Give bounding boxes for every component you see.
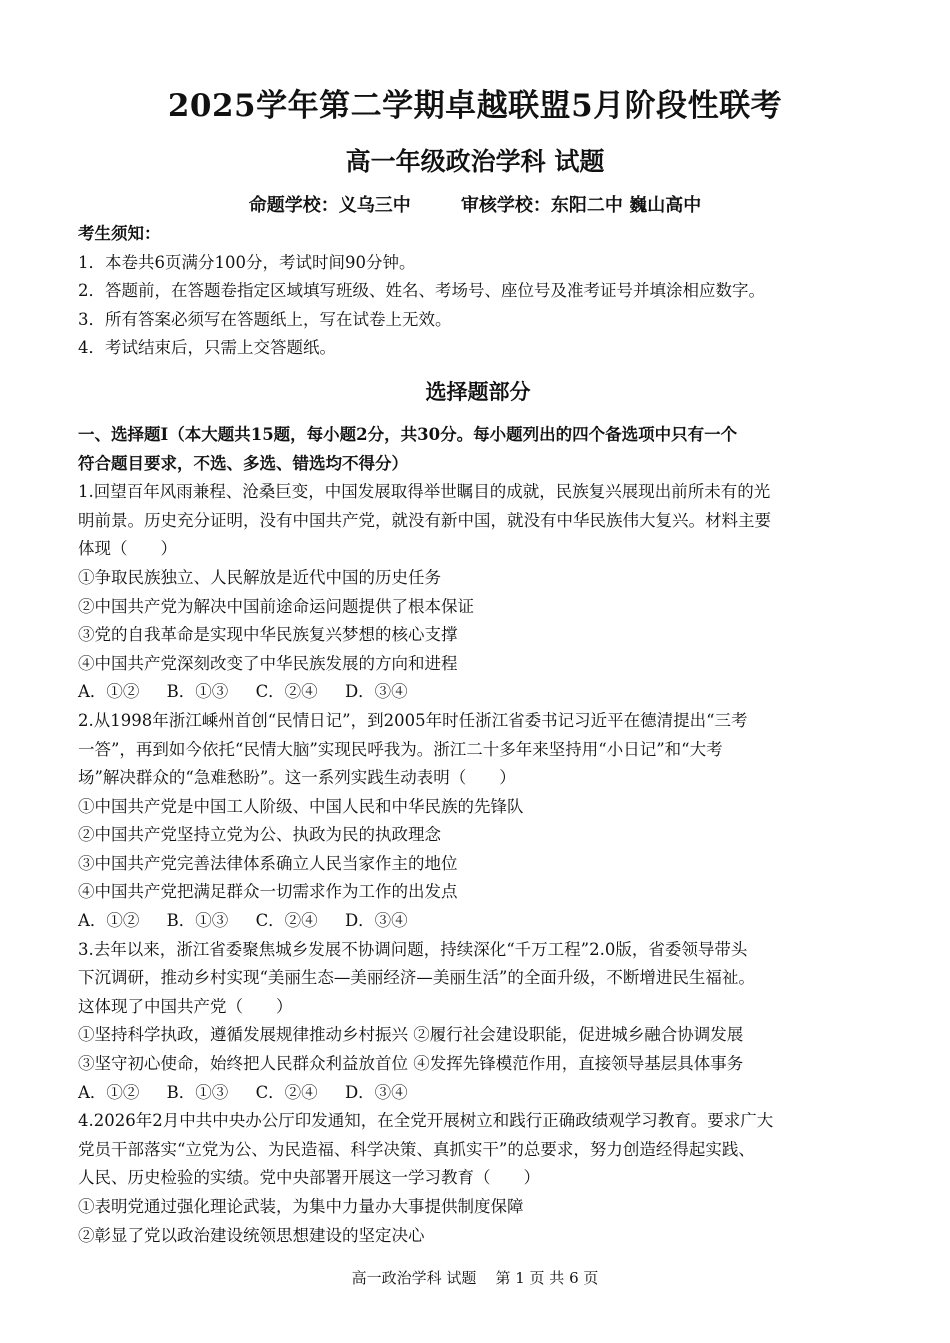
statement: ③坚守初心使命，始终把人民群众利益放首位 ④发挥先锋模范作用，直接领导基层具体事务 — [78, 1054, 744, 1074]
question-2 — [78, 707, 878, 936]
statement: ②中国共产党为解决中国前途命运问题提供了根本保证 — [78, 596, 474, 616]
option-a: A．①② — [78, 682, 140, 702]
section-instruction: 符合题目要求，不选、多选、错选均不得分） — [78, 453, 408, 473]
question-stem: 下沉调研，推动乡村实现“美丽生态—美丽经济—美丽生活”的全面升级，不断增进民生福祉。 — [78, 968, 755, 988]
notice-item: 2．答题前，在答题卷指定区域填写班级、姓名、考场号、座位号及准考证号并填涂相应数字。 — [78, 281, 765, 301]
notice-heading: 考生须知： — [78, 224, 161, 243]
question-stem: 一答”，再到如今依托“民情大脑”实现民呼我为。浙江二十多年来坚持用“小日记”和“大考 — [78, 739, 723, 759]
answer-options — [78, 678, 878, 707]
section-title: 选择题部分 — [425, 378, 531, 404]
statement: ②中国共产党坚持立党为公、执政为民的执政理念 — [78, 825, 441, 845]
option-a: A．①② — [78, 911, 140, 931]
option-a: A．①② — [78, 1082, 140, 1102]
section-instruction: 一、选择题Ⅰ（本大题共15题，每小题2分，共30分。每小题列出的四个备选项中只有一个 — [78, 424, 738, 444]
option-b: B．①③ — [166, 1082, 229, 1102]
option-d: D．③④ — [344, 911, 408, 931]
question-stem: 明前景。历史充分证明，没有中国共产党，就没有新中国，就没有中华民族伟大复兴。材料主要 — [78, 510, 771, 530]
question-stem: 4.2026年2月中共中央办公厅印发通知，在全党开展树立和践行正确政绩观学习教育。要求广大 — [78, 1111, 774, 1131]
statement: ①中国共产党是中国工人阶级、中国人民和中华民族的先锋队 — [78, 796, 524, 816]
statement: ④中国共产党深刻改变了中华民族发展的方向和进程 — [78, 653, 458, 673]
question-1 — [78, 478, 878, 707]
statement: ②彰显了党以政治建设统领思想建设的坚定决心 — [78, 1225, 425, 1245]
question-stem: 场”解决群众的“急难愁盼”。这一系列实践生动表明（ ） — [78, 768, 516, 788]
option-b: B．①③ — [166, 911, 229, 931]
option-c: C．②④ — [255, 911, 318, 931]
page-footer: 高一政治学科 试题 第 1 页 共 6 页 — [351, 1269, 599, 1287]
option-d: D．③④ — [344, 682, 408, 702]
notice-item: 4．考试结束后，只需上交答题纸。 — [78, 338, 336, 358]
statement: ③中国共产党完善法律体系确立人民当家作主的地位 — [78, 853, 458, 873]
question-stem: 这体现了中国共产党（ ） — [78, 996, 293, 1016]
question-stem: 人民、历史检验的实绩。党中央部署开展这一学习教育（ ） — [78, 1168, 540, 1188]
question-stem: 2.从1998年浙江嵊州首创“民情日记”，到2005年时任浙江省委书记习近平在德清提出“三考 — [78, 710, 748, 730]
statement: ④中国共产党把满足群众一切需求作为工作的出发点 — [78, 882, 458, 902]
statement: ①表明党通过强化理论武装，为集中力量办大事提供制度保障 — [78, 1197, 524, 1216]
exam-title: 2025学年第二学期卓越联盟5月阶段性联考 — [167, 88, 783, 124]
notice-item: 1．本卷共6页满分100分，考试时间90分钟。 — [78, 252, 416, 272]
question-stem: 党员干部落实“立党为公、为民造福、科学决策、真抓实干”的总要求，努力创造经得起实践、 — [78, 1139, 755, 1159]
question-stem: 1.回望百年风雨兼程、沧桑巨变，中国发展取得举世瞩目的成就，民族复兴展现出前所未有的光 — [78, 482, 771, 502]
option-c: C．②④ — [255, 682, 318, 702]
option-d: D．③④ — [344, 1082, 408, 1102]
statement: ①坚持科学执政，遵循发展规律推动乡村振兴 ②履行社会建设职能，促进城乡融合协调发展 — [78, 1025, 744, 1045]
question-stem: 3.去年以来，浙江省委聚焦城乡发展不协调问题，持续深化“千万工程”2.0版，省委领导带头 — [78, 939, 748, 959]
school-info: 命题学校：义乌三中 审核学校：东阳二中 巍山高中 — [248, 195, 702, 216]
answer-options — [78, 1079, 878, 1108]
question-stem: 体现（ ） — [78, 539, 177, 559]
notice-item: 3．所有答案必须写在答题纸上，写在试卷上无效。 — [78, 309, 452, 329]
statement: ①争取民族独立、人民解放是近代中国的历史任务 — [78, 567, 441, 587]
option-c: C．②④ — [255, 1082, 318, 1102]
question-4 — [78, 1107, 878, 1250]
exam-body — [78, 220, 878, 1250]
question-3 — [78, 936, 878, 1108]
answer-options — [78, 907, 878, 936]
option-b: B．①③ — [166, 682, 229, 702]
exam-subtitle: 高一年级政治学科 试题 — [345, 147, 605, 176]
statement: ③党的自我革命是实现中华民族复兴梦想的核心支撑 — [78, 625, 458, 645]
